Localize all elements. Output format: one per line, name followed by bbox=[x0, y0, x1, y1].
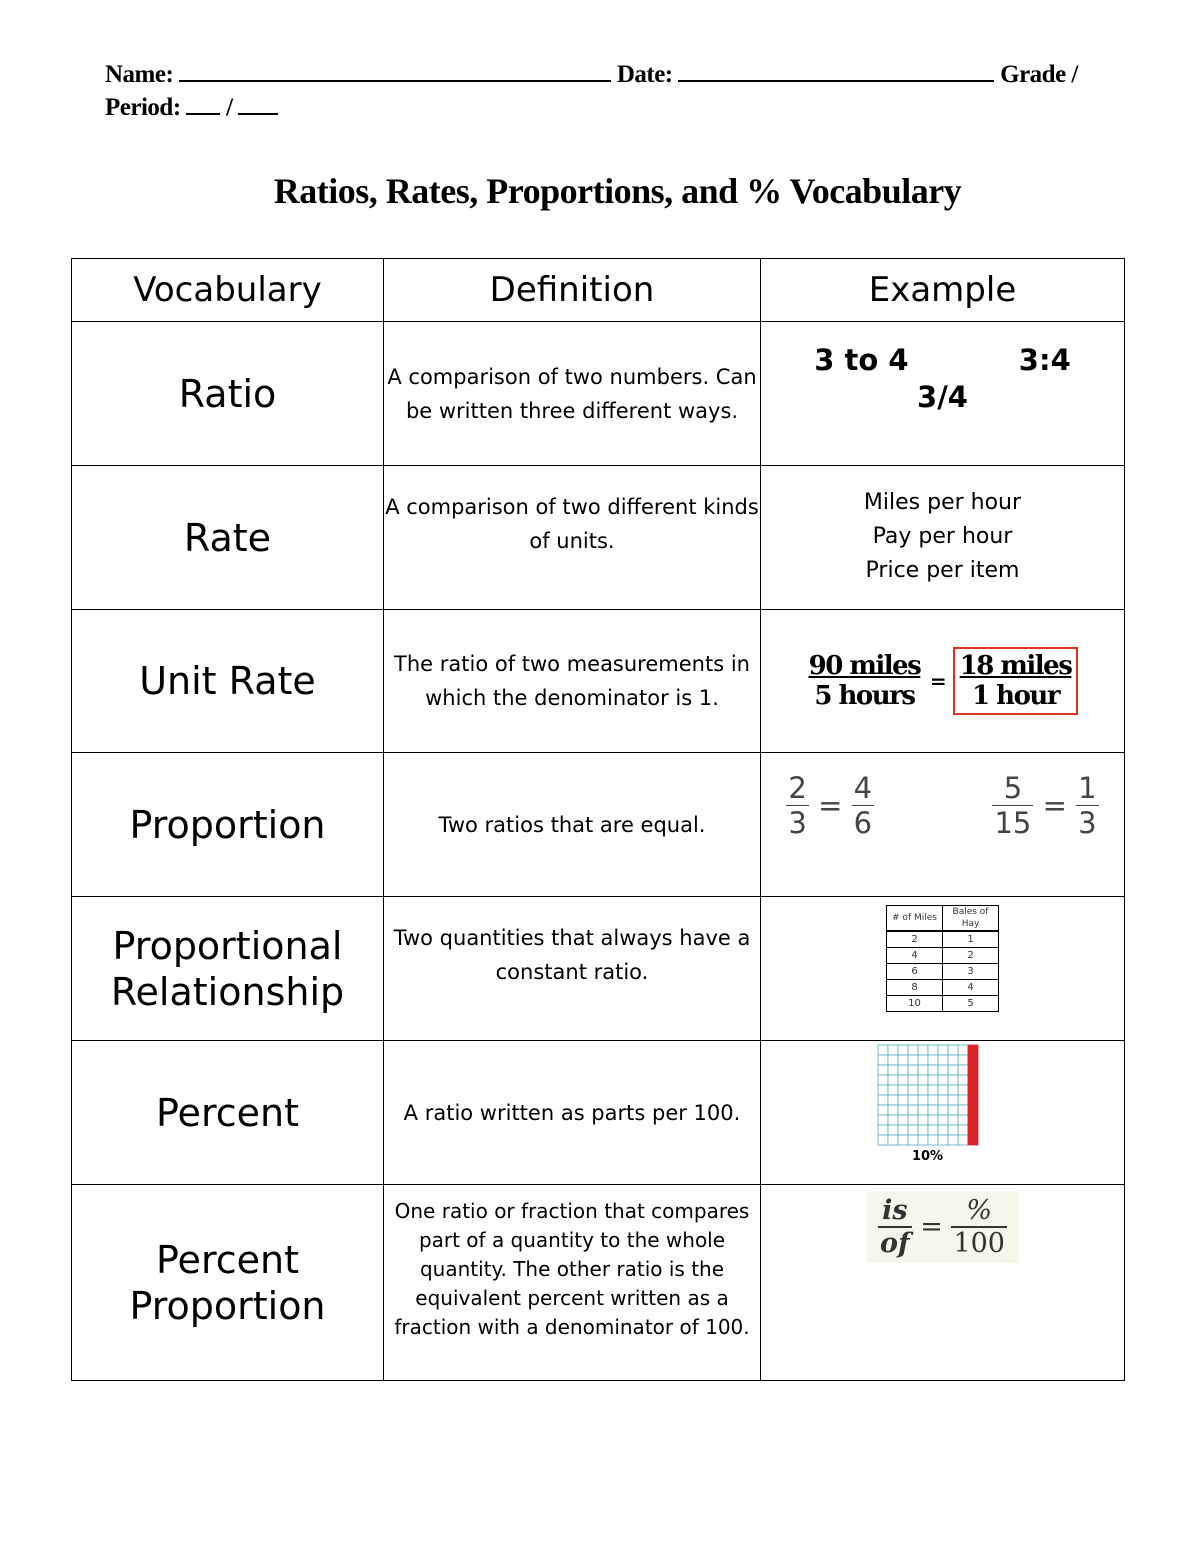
example-cell bbox=[761, 466, 1125, 610]
fraction-numerator: 5 bbox=[1003, 771, 1023, 805]
grid-cell bbox=[958, 1075, 968, 1085]
table-row-percent-proportion bbox=[72, 1185, 1125, 1381]
grid-cell bbox=[958, 1095, 968, 1105]
fraction-denominator: 3 bbox=[788, 806, 807, 840]
mini-table-row bbox=[887, 964, 999, 980]
grid-cell bbox=[898, 1055, 908, 1065]
fraction-denominator: 100 bbox=[953, 1228, 1005, 1259]
mini-table-cell: 3 bbox=[943, 964, 999, 980]
grid-cell-shaded bbox=[968, 1085, 978, 1095]
grid-cell bbox=[918, 1115, 928, 1125]
fraction-denominator: of bbox=[880, 1228, 910, 1259]
grid-cell bbox=[948, 1085, 958, 1095]
grid-cell bbox=[928, 1045, 938, 1055]
ratio-example-fraction: 3/4 bbox=[917, 380, 968, 414]
grid-cell bbox=[898, 1125, 908, 1135]
grid-cell bbox=[898, 1135, 908, 1145]
grid-cell bbox=[878, 1075, 888, 1085]
grid-cell bbox=[958, 1085, 968, 1095]
name-label: Name: bbox=[105, 61, 174, 88]
grid-cell bbox=[938, 1055, 948, 1065]
grid-cell bbox=[878, 1105, 888, 1115]
table-row-ratio bbox=[72, 322, 1125, 466]
grid-cell bbox=[908, 1105, 918, 1115]
mini-table-cell: 4 bbox=[943, 980, 999, 996]
grid-cell bbox=[908, 1085, 918, 1095]
grid-cell-shaded bbox=[968, 1135, 978, 1145]
term-cell: Percent bbox=[72, 1041, 384, 1185]
column-header-example: Example bbox=[761, 259, 1125, 322]
fraction-numerator: 4 bbox=[853, 771, 873, 805]
miles-hay-table bbox=[886, 905, 999, 1012]
grid-cell bbox=[898, 1105, 908, 1115]
mini-table-header: Bales of Hay bbox=[943, 906, 999, 932]
grid-cell bbox=[958, 1055, 968, 1065]
grid-cell bbox=[928, 1115, 938, 1125]
example-cell bbox=[761, 897, 1125, 1041]
grid-cell bbox=[948, 1125, 958, 1135]
grid-cell bbox=[958, 1045, 968, 1055]
definition-cell: Two ratios that are equal. bbox=[384, 753, 761, 897]
grid-cell bbox=[938, 1105, 948, 1115]
fraction-numerator: % bbox=[966, 1195, 993, 1226]
mini-table-cell: 2 bbox=[943, 948, 999, 964]
grid-cell bbox=[918, 1055, 928, 1065]
grid-cell bbox=[888, 1135, 898, 1145]
definition-cell: Two quantities that always have a constant ratio. bbox=[384, 897, 761, 1041]
grid-cell bbox=[878, 1135, 888, 1145]
percent-example bbox=[731, 1043, 1124, 1164]
grid-cell bbox=[948, 1045, 958, 1055]
vocabulary-table bbox=[71, 258, 1125, 1381]
definition-cell: One ratio or fraction that compares part of a quantity to the whole quantity. The other ratio is the equivalent percent written as a fraction with a denominator of 100. bbox=[384, 1185, 761, 1381]
fraction-numerator: 18 miles bbox=[959, 651, 1072, 681]
grid-cell bbox=[888, 1075, 898, 1085]
grid-cell bbox=[898, 1085, 908, 1095]
fraction bbox=[878, 1195, 912, 1259]
equals-sign: = bbox=[818, 788, 843, 823]
grid-cell bbox=[918, 1085, 928, 1095]
grid-cell bbox=[918, 1135, 928, 1145]
mini-table-row bbox=[887, 931, 999, 948]
term-cell: Proportion bbox=[72, 753, 384, 897]
rate-example-line: Pay per hour bbox=[872, 524, 1013, 549]
equals-sign: = bbox=[920, 1211, 943, 1243]
grid-cell bbox=[938, 1135, 948, 1145]
example-cell bbox=[761, 610, 1125, 753]
grade-label: Grade / bbox=[1000, 61, 1078, 88]
table-row-proportional-relationship bbox=[72, 897, 1125, 1041]
fraction-numerator: 2 bbox=[788, 771, 807, 805]
column-header-definition: Definition bbox=[384, 259, 761, 322]
grid-cell bbox=[888, 1045, 898, 1055]
grid-cell-shaded bbox=[968, 1105, 978, 1115]
grid-cell bbox=[878, 1045, 888, 1055]
mini-table-cell: 4 bbox=[887, 948, 943, 964]
grid-cell bbox=[908, 1115, 918, 1125]
grid-cell bbox=[898, 1095, 908, 1105]
table-row-unit-rate bbox=[72, 610, 1125, 753]
grid-cell bbox=[948, 1075, 958, 1085]
grid-cell bbox=[958, 1065, 968, 1075]
fraction bbox=[951, 1195, 1007, 1259]
fraction-numerator: 1 bbox=[1078, 771, 1097, 805]
grid-cell bbox=[948, 1065, 958, 1075]
term-cell: Proportional Relationship bbox=[72, 897, 384, 1041]
grid-cell bbox=[958, 1125, 968, 1135]
period-field[interactable] bbox=[238, 91, 278, 115]
grid-cell bbox=[898, 1075, 908, 1085]
fraction bbox=[992, 771, 1033, 840]
grid-cell bbox=[898, 1065, 908, 1075]
mini-table-cell: 5 bbox=[943, 996, 999, 1012]
ratio-example-colon: 3:4 bbox=[1018, 343, 1071, 377]
grid-cell bbox=[958, 1105, 968, 1115]
grid-cell bbox=[948, 1115, 958, 1125]
definition-cell: The ratio of two measurements in which the denominator is 1. bbox=[384, 610, 761, 753]
grid-cell-shaded bbox=[968, 1065, 978, 1075]
example-cell bbox=[761, 1185, 1125, 1381]
grid-cell bbox=[888, 1105, 898, 1115]
page-title: Ratios, Rates, Proportions, and % Vocabulary bbox=[273, 171, 962, 211]
grid-cell bbox=[908, 1055, 918, 1065]
fraction-numerator: is bbox=[882, 1195, 908, 1226]
grid-cell bbox=[888, 1125, 898, 1135]
grid-cell bbox=[938, 1065, 948, 1075]
grid-cell bbox=[958, 1115, 968, 1125]
mini-table-cell: 10 bbox=[887, 996, 943, 1012]
name-field[interactable] bbox=[179, 58, 611, 82]
grid-cell bbox=[888, 1085, 898, 1095]
mini-table-header-row bbox=[887, 906, 999, 932]
proportion-example bbox=[761, 771, 1124, 840]
mini-table-header: # of Miles bbox=[887, 906, 943, 932]
fraction-denominator: 6 bbox=[853, 806, 873, 840]
grid-cell bbox=[928, 1125, 938, 1135]
grid-cell bbox=[918, 1125, 928, 1135]
term-cell: Rate bbox=[72, 466, 384, 610]
grid-cell bbox=[898, 1045, 908, 1055]
fraction-right bbox=[958, 651, 1074, 711]
rate-example-line: Miles per hour bbox=[863, 490, 1022, 515]
grid-cell bbox=[928, 1095, 938, 1105]
definition-cell: A comparison of two different kinds of units. bbox=[384, 466, 761, 610]
mini-table-cell: 8 bbox=[887, 980, 943, 996]
period-label: Period: bbox=[105, 94, 181, 121]
fraction bbox=[786, 771, 808, 840]
grid-cell bbox=[918, 1065, 928, 1075]
grid-cell-shaded bbox=[968, 1045, 978, 1055]
grid-cell bbox=[948, 1055, 958, 1065]
grid-cell bbox=[948, 1135, 958, 1145]
percent-proportion-example bbox=[866, 1191, 1019, 1263]
grid-cell bbox=[878, 1095, 888, 1105]
rate-example-line: Price per item bbox=[865, 558, 1020, 583]
grid-cell bbox=[908, 1065, 918, 1075]
term-cell: Ratio bbox=[72, 322, 384, 466]
grid-cell bbox=[928, 1135, 938, 1145]
mini-table-row bbox=[887, 980, 999, 996]
grid-cell bbox=[878, 1115, 888, 1125]
date-label: Date: bbox=[616, 61, 673, 88]
grid-cell bbox=[918, 1075, 928, 1085]
grid-cell bbox=[938, 1095, 948, 1105]
fraction-denominator: 1 hour bbox=[972, 681, 1060, 711]
fraction-denominator: 15 bbox=[994, 806, 1032, 840]
period-separator: / bbox=[226, 94, 233, 121]
table-row-proportion bbox=[72, 753, 1125, 897]
table-row-rate bbox=[72, 466, 1125, 610]
grid-cell bbox=[928, 1085, 938, 1095]
unit-rate-example bbox=[761, 647, 1124, 715]
term-cell: Percent Proportion bbox=[72, 1185, 384, 1381]
grid-cell bbox=[878, 1055, 888, 1065]
fraction-denominator: 3 bbox=[1078, 806, 1097, 840]
mini-table-cell: 1 bbox=[943, 931, 999, 948]
grade-field[interactable] bbox=[186, 91, 220, 115]
example-cell bbox=[761, 753, 1125, 897]
grid-cell bbox=[928, 1075, 938, 1085]
unit-rate-highlight-box bbox=[953, 647, 1079, 715]
hundred-grid bbox=[876, 1043, 980, 1147]
fraction bbox=[1076, 771, 1098, 840]
grid-cell bbox=[888, 1065, 898, 1075]
equals-sign: = bbox=[929, 669, 946, 693]
example-cell bbox=[761, 1041, 1125, 1185]
table-row-percent bbox=[72, 1041, 1125, 1185]
grid-cell bbox=[918, 1095, 928, 1105]
definition-cell: A ratio written as parts per 100. bbox=[384, 1041, 761, 1185]
equals-sign: = bbox=[1042, 788, 1067, 823]
grid-cell-shaded bbox=[968, 1095, 978, 1105]
mini-table-cell: 2 bbox=[887, 931, 943, 948]
grid-cell bbox=[888, 1095, 898, 1105]
fraction-left bbox=[807, 651, 923, 711]
ratio-example-words: 3 to 4 bbox=[814, 343, 909, 377]
grid-cell bbox=[928, 1055, 938, 1065]
table-header-row bbox=[72, 259, 1125, 322]
grid-cell bbox=[948, 1105, 958, 1115]
grid-cell bbox=[918, 1105, 928, 1115]
grid-cell bbox=[958, 1135, 968, 1145]
grid-cell bbox=[938, 1075, 948, 1085]
grid-cell bbox=[878, 1085, 888, 1095]
term-cell: Unit Rate bbox=[72, 610, 384, 753]
grid-cell bbox=[938, 1045, 948, 1055]
fraction-denominator: 5 hours bbox=[814, 681, 915, 711]
example-cell bbox=[761, 322, 1125, 466]
grid-cell bbox=[928, 1065, 938, 1075]
column-header-vocabulary: Vocabulary bbox=[72, 259, 384, 322]
mini-table-row bbox=[887, 996, 999, 1012]
grid-cell bbox=[908, 1075, 918, 1085]
fraction-numerator: 90 miles bbox=[808, 651, 921, 681]
header-line-1 bbox=[105, 58, 1105, 89]
fraction bbox=[852, 771, 874, 840]
grid-cell-shaded bbox=[968, 1125, 978, 1135]
grid-cell bbox=[908, 1045, 918, 1055]
grid-cell bbox=[948, 1095, 958, 1105]
grid-cell bbox=[908, 1135, 918, 1145]
grid-cell bbox=[878, 1065, 888, 1075]
date-field[interactable] bbox=[678, 58, 994, 82]
grid-cell bbox=[908, 1095, 918, 1105]
grid-cell bbox=[918, 1045, 928, 1055]
grid-cell-shaded bbox=[968, 1115, 978, 1125]
grid-cell bbox=[938, 1085, 948, 1095]
grid-cell bbox=[888, 1115, 898, 1125]
grid-cell bbox=[908, 1125, 918, 1135]
grid-cell bbox=[938, 1115, 948, 1125]
percent-label: 10% bbox=[911, 1149, 944, 1164]
grid-cell-shaded bbox=[968, 1075, 978, 1085]
grid-cell bbox=[898, 1115, 908, 1125]
grid-cell bbox=[878, 1125, 888, 1135]
grid-cell bbox=[938, 1125, 948, 1135]
mini-table-row bbox=[887, 948, 999, 964]
grid-cell bbox=[888, 1055, 898, 1065]
definition-cell: A comparison of two numbers. Can be written three different ways. bbox=[384, 322, 761, 466]
mini-table-cell: 6 bbox=[887, 964, 943, 980]
grid-cell-shaded bbox=[968, 1055, 978, 1065]
grid-cell bbox=[928, 1105, 938, 1115]
ratio-example bbox=[761, 342, 1124, 416]
header-line-2 bbox=[105, 91, 1105, 122]
